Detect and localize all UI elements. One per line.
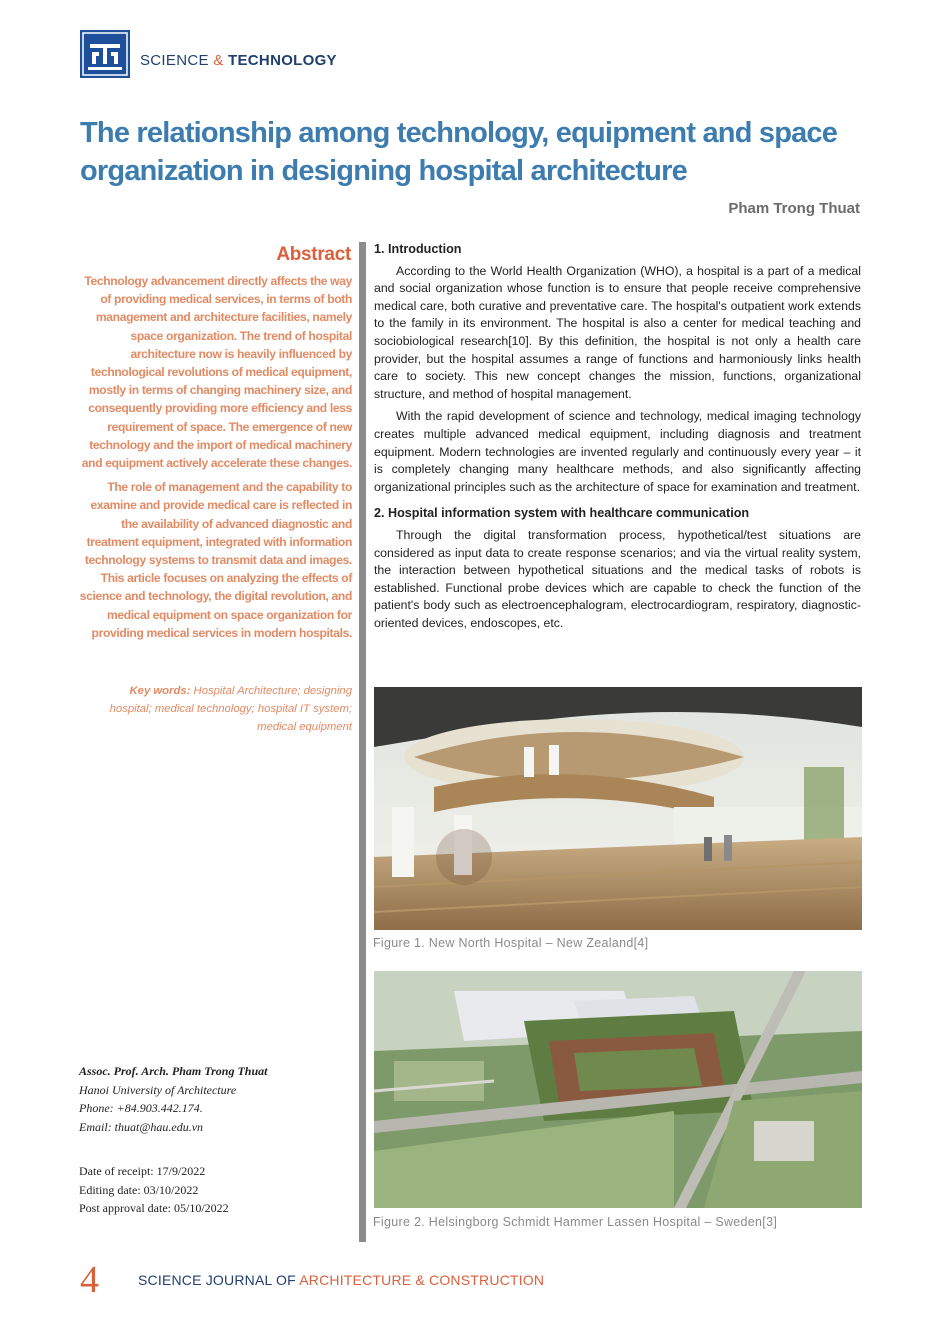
figure-2-image	[374, 971, 862, 1208]
author-name: Assoc. Prof. Arch. Pham Trong Thuat	[79, 1064, 268, 1078]
journal-name-part2: ARCHITECTURE & CONSTRUCTION	[299, 1272, 545, 1288]
section-label-science: SCIENCE	[140, 52, 209, 69]
date-receipt: Date of receipt: 17/9/2022	[79, 1164, 206, 1178]
section-label-technology: TECHNOLOGY	[228, 52, 337, 69]
body-paragraph: Through the digital transformation process, hypothetical/test situations are considered as input data to create response scenarios; and via the virtual reality system, the interaction between hypothetical situations and the medical tasks of robots is established. Functional probe devices which are capable to check the function of the patient's body such as electroencephalogram, electrocardiogram, respiratory, diagnostic-oriented devices, endoscopes, etc.	[374, 527, 861, 630]
keywords	[88, 682, 352, 736]
body-paragraph: According to the World Health Organization (WHO), a hospital is a part of a medical and social organization whose function is to ensure that people receive comprehensive medical care, both curative and preventative care. The hospital's outpatient work extends to the family in its environment. The hospital is also a center for medical teaching and sociobiological research[10]. By this definition, the hospital is not only a health care provider, but the hospital assumes a range of functions and harmoniously links health care to society. This new concept changes the mission, functions, organizational structure, and method of hospital management.	[374, 263, 861, 401]
figure-1-caption: Figure 1. New North Hospital – New Zealand[4]	[373, 936, 649, 950]
section-2-heading: 2. Hospital information system with healthcare communication	[374, 506, 750, 521]
abstract-heading: Abstract	[276, 244, 351, 265]
article-body	[374, 241, 861, 637]
journal-name	[138, 1272, 544, 1288]
author-info	[79, 1062, 267, 1136]
abstract-paragraph: The role of management and the capability to examine and provide medical care is reflected in the availability of advanced diagnostic and treatment equipment, integrated with information technology systems to transmit data and images. This article focuses on analyzing the effects of science and technology, the digital revolution, and medical equipment on space organization for providing medical services in modern hospitals.	[79, 480, 352, 640]
author-affiliation: Hanoi University of Architecture	[79, 1082, 237, 1097]
author-phone: Phone: +84.903.442.174.	[79, 1101, 203, 1115]
keywords-label: Key words:	[129, 685, 191, 697]
body-paragraph: With the rapid development of science and technology, medical imaging technology creates multiple advanced medical equipment, including diagnosis and treatment equipment. Modern technologies are invented regularly and continuously every year – it is completely changing many healthcare methods, and also significantly affecting organizational principles such as the architecture of space for examination and treatment.	[374, 409, 861, 494]
article-author: Pham Trong Thuat	[728, 200, 860, 217]
article-title: The relationship among technology, equipment and space organization in designing hospital architecture	[80, 117, 838, 187]
journal-logo-icon	[80, 30, 130, 78]
author-email[interactable]: Email: thuat@hau.edu.vn	[79, 1119, 204, 1134]
abstract-paragraph: Technology advancement directly affects the way of providing medical services, in terms of both management and architecture facilities, namely space organization. The trend of hospital architecture now is heavily influenced by technological revolutions of medical equipment, mostly in terms of changing machinery size, and consequently providing more efficiency and less requirement of space. The emergence of new technology and the import of medical machinery and equipment actively accelerate these changes.	[81, 274, 352, 471]
article-dates	[79, 1162, 229, 1218]
figure-2-caption: Figure 2. Helsingborg Schmidt Hammer Lassen Hospital – Sweden[3]	[373, 1215, 778, 1229]
page-number: 4	[80, 1259, 99, 1301]
date-approval: Post approval date: 05/10/2022	[79, 1201, 229, 1215]
abstract-body	[78, 272, 352, 648]
keywords-list: Hospital Architecture; designing hospital; medical technology; hospital IT system; medical equipment	[109, 685, 352, 733]
column-divider	[359, 242, 366, 1242]
section-label-ampersand: &	[213, 52, 224, 69]
section-1-heading: 1. Introduction	[374, 242, 462, 256]
section-label	[140, 52, 337, 69]
figure-1-image	[374, 687, 862, 930]
journal-name-part1: SCIENCE JOURNAL OF	[138, 1272, 296, 1288]
date-editing: Editing date: 03/10/2022	[79, 1182, 199, 1197]
